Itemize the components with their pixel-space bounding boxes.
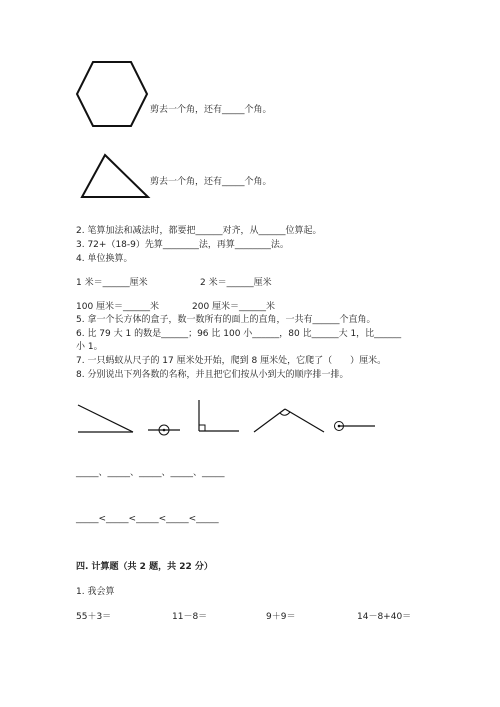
calc-item-4: 14－8+40＝: [357, 612, 412, 622]
question-2: 2. 笔算加法和减法时，都要把______对齐，从______位算起。: [76, 226, 322, 236]
unit-conversion-4: 200 厘米＝______米: [192, 302, 276, 312]
hexagon-figure: [74, 60, 150, 128]
obtuse-angle-figure: [252, 405, 326, 435]
subsection-1-title: 1. 我会算: [76, 587, 115, 597]
question-3: 3. 72+（18-9）先算________法，再算________法。: [76, 240, 289, 250]
round-angle-figure: [333, 418, 377, 434]
question-4: 4. 单位换算。: [76, 254, 133, 264]
question-7: 7. 一只蚂蚁从尺子的 17 厘米处开始，爬到 8 厘米处，它爬了（ ）厘米。: [76, 356, 387, 366]
question-8: 8. 分别说出下列各数的名称，并且把它们按从小到大的顺序排一排。: [76, 370, 349, 380]
question-5: 5. 拿一个长方体的盒子，数一数所有的面上的直角，一共有______个直角。: [76, 315, 376, 325]
question-6-line-1: 6. 比 79 大 1 的数是______；96 比 100 小______，80 比______大 1，比______: [76, 329, 402, 339]
angle-names-blanks: _____、_____、_____、_____、_____: [76, 468, 225, 478]
straight-angle-figure: [146, 422, 182, 438]
calc-item-1: 55＋3＝: [76, 612, 112, 622]
section-4-title: 四. 计算题（共 2 题，共 22 分）: [76, 562, 213, 572]
unit-conversion-3: 100 厘米＝______米: [76, 302, 160, 312]
acute-angle-figure: [76, 402, 136, 436]
angle-order-blanks: _____<_____<_____<_____<_____: [76, 514, 219, 524]
shape-question-1: 剪去一个角，还有_____个角。: [150, 105, 272, 115]
calc-item-3: 9＋9＝: [266, 612, 296, 622]
unit-conversion-1: 1 米＝______厘米: [76, 278, 148, 288]
question-6-line-2: 小 1。: [76, 342, 103, 352]
shape-question-2: 剪去一个角，还有_____个角。: [150, 177, 272, 187]
right-angle-figure: [196, 398, 242, 434]
calc-item-2: 11－8＝: [172, 612, 208, 622]
triangle-figure: [80, 152, 150, 200]
unit-conversion-2: 2 米＝______厘米: [200, 278, 272, 288]
